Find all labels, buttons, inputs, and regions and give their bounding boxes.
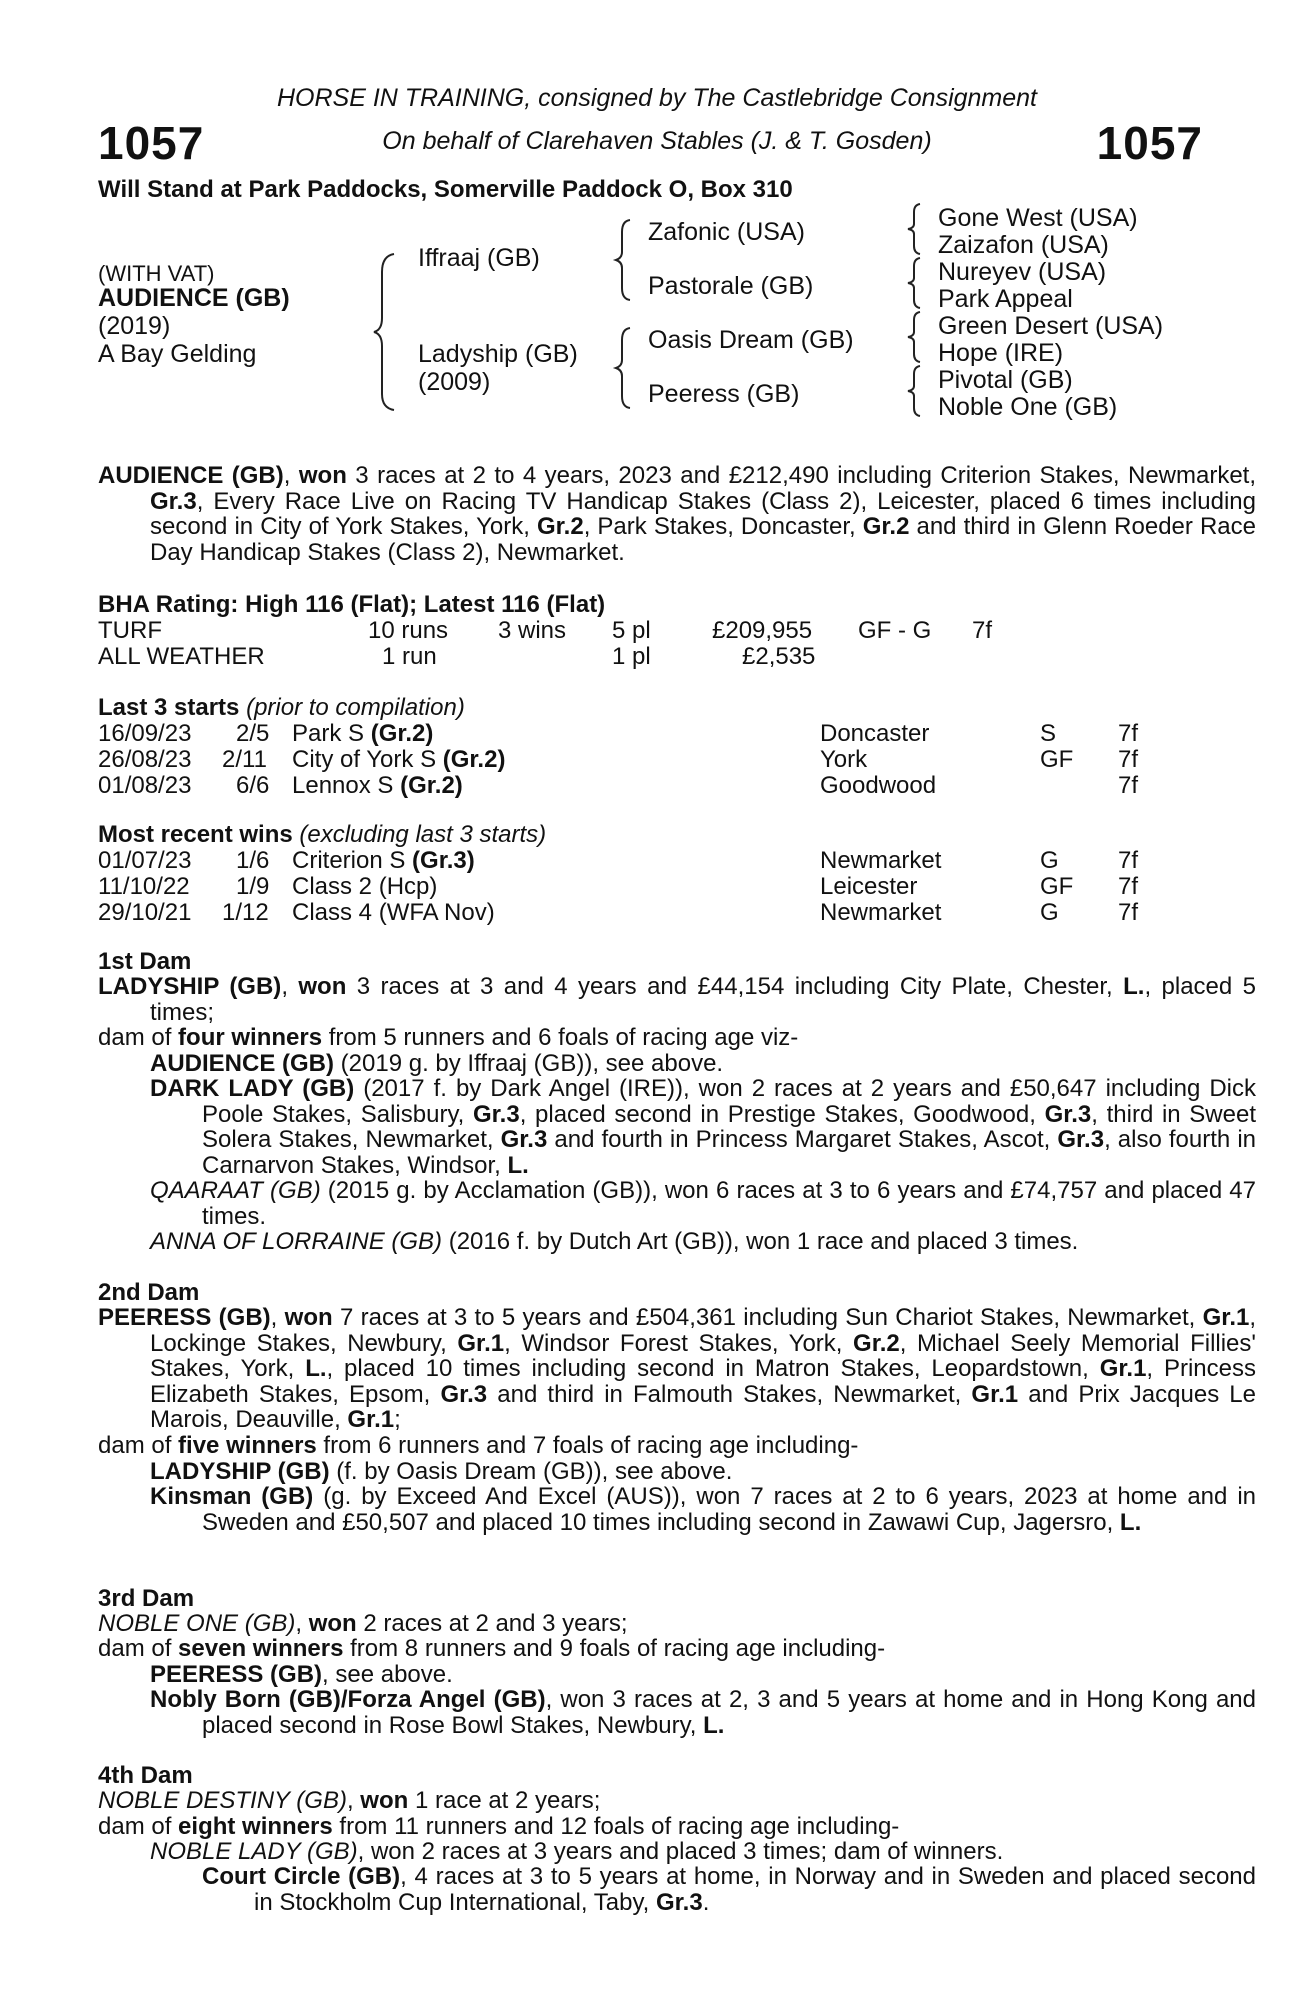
brace-icon <box>904 202 926 256</box>
grandsire-3: Nureyev (USA) <box>938 258 1107 286</box>
start-going: GF <box>1040 746 1074 773</box>
win-going: GF <box>1040 873 1074 900</box>
offspring-entry: Court Circle (GB), 4 races at 3 to 5 years at home, in Norway and in Sweden and placed second in Stockholm Cup International, Taby, Gr.3. <box>202 1863 1256 1916</box>
offspring-entry: NOBLE LADY (GB), won 2 races at 3 years and placed 3 times; dam of winners. <box>150 1838 1004 1865</box>
horse-year: (2019) <box>98 312 171 340</box>
win-race: Class 4 (WFA Nov) <box>292 899 495 926</box>
brace-icon <box>904 256 926 310</box>
rating-wins: 3 wins <box>498 617 567 644</box>
rating-placed: 1 pl <box>612 643 651 670</box>
brace-icon <box>612 326 636 410</box>
third-dam-produce: dam of seven winners from 8 runners and 9 foals of racing age including- <box>98 1635 886 1662</box>
first-dam-produce: dam of four winners from 5 runners and 6 foals of racing age viz- <box>98 1024 799 1051</box>
fourth-dam-title: 4th Dam <box>98 1762 193 1789</box>
offspring-entry: DARK LADY (GB) (2017 f. by Dark Angel (IRE)), won 2 races at 2 years and £50,647 including Dick Poole Stakes, Salisbury, Gr.3, placed second in Prestige Stakes, Goodwood, Gr.3, third in Sweet Solera Stakes, Newmarket, Gr.3 and fourth in Princess Margaret Stakes, Ascot, Gr.3, also fourth in Carnarvon Stakes, Windsor, L. <box>150 1075 1257 1179</box>
offspring-entry: ANNA OF LORRAINE (GB) (2016 f. by Dutch Art (GB)), won 1 race and placed 3 times. <box>150 1228 1079 1255</box>
start-race: Park S (Gr.2) <box>292 720 434 747</box>
rating-runs: 10 runs <box>368 617 449 644</box>
win-distance: 7f <box>1118 899 1139 926</box>
vat-note: (WITH VAT) <box>98 261 215 286</box>
win-position: 1/9 <box>236 873 270 900</box>
start-position: 6/6 <box>236 772 270 799</box>
second-dam-title: 2nd Dam <box>98 1279 200 1306</box>
sire-sire: Zafonic (USA) <box>648 218 805 246</box>
win-position: 1/12 <box>222 899 269 926</box>
dam-dam: Peeress (GB) <box>648 380 800 408</box>
rating-placed: 5 pl <box>612 617 651 644</box>
rating-runs: 1 run <box>382 643 437 670</box>
win-distance: 7f <box>1118 873 1139 900</box>
offspring-entry: LADYSHIP (GB) (f. by Oasis Dream (GB)), see above. <box>150 1458 733 1485</box>
offspring-entry: Nobly Born (GB)/Forza Angel (GB), won 3 races at 2, 3 and 5 years at home and in Hong Kong and placed second in Rose Bowl Stakes, Newbury, L. <box>150 1686 1256 1739</box>
fourth-dam-produce: dam of eight winners from 11 runners and 12 foals of racing age including- <box>98 1813 900 1840</box>
offspring-entry: AUDIENCE (GB) (2019 g. by Iffraaj (GB)), see above. <box>150 1050 724 1077</box>
start-distance: 7f <box>1118 720 1139 747</box>
last-starts-title: Last 3 starts (prior to compilation) <box>98 694 465 721</box>
third-dam-title: 3rd Dam <box>98 1585 195 1612</box>
start-race: City of York S (Gr.2) <box>292 746 506 773</box>
brace-icon <box>904 364 926 418</box>
win-date: 11/10/22 <box>98 873 190 900</box>
rating-surface: TURF <box>98 617 162 644</box>
grandsire-8: Noble One (GB) <box>938 393 1118 421</box>
win-distance: 7f <box>1118 847 1139 874</box>
lot-number-right: 1057 <box>1096 117 1203 169</box>
brace-icon <box>904 310 926 364</box>
brace-icon <box>370 252 400 412</box>
rating-prize: £2,535 <box>742 643 816 670</box>
start-date: 26/08/23 <box>98 746 192 773</box>
win-going: G <box>1040 899 1059 926</box>
sire-dam: Pastorale (GB) <box>648 272 814 300</box>
dam-year: (2009) <box>418 368 491 396</box>
consignor-line: HORSE IN TRAINING, consigned by The Castlebridge Consignment <box>276 84 1038 112</box>
start-date: 16/09/23 <box>98 720 192 747</box>
third-dam-record: NOBLE ONE (GB), won 2 races at 2 and 3 years; <box>98 1610 628 1637</box>
win-going: G <box>1040 847 1059 874</box>
offspring-entry: Kinsman (GB) (g. by Exceed And Excel (AUS)), won 7 races at 2 to 6 years, 2023 at home and in Sweden and £50,507 and placed 10 times including second in Zawawi Cup, Jagersro, L. <box>150 1483 1257 1536</box>
offspring-entry: PEERESS (GB), see above. <box>150 1661 453 1688</box>
sire: Iffraaj (GB) <box>418 244 540 272</box>
start-position: 2/5 <box>236 720 270 747</box>
start-course: York <box>820 746 868 773</box>
start-race: Lennox S (Gr.2) <box>292 772 463 799</box>
grandsire-7: Pivotal (GB) <box>938 366 1073 394</box>
rating-going: GF - G <box>858 617 932 644</box>
race-summary: AUDIENCE (GB), won 3 races at 2 to 4 years, 2023 and £212,490 including Criterion Stakes, Newmarket, Gr.3, Every Race Live on Racing TV Handicap Stakes (Class 2), Leicester, placed 6 times including second in City of York Stakes, York, Gr.2, Park Stakes, Doncaster, Gr.2 and third in Glenn Roeder Race Day Handicap Stakes (Class 2), Newmarket. <box>98 462 1257 566</box>
horse-name: AUDIENCE (GB) <box>98 284 290 312</box>
win-position: 1/6 <box>236 847 270 874</box>
grandsire-5: Green Desert (USA) <box>938 312 1164 340</box>
start-date: 01/08/23 <box>98 772 192 799</box>
on-behalf-line: On behalf of Clarehaven Stables (J. & T. Gosden) <box>382 127 932 155</box>
grandsire-2: Zaizafon (USA) <box>938 231 1109 259</box>
dam-sire: Oasis Dream (GB) <box>648 326 854 354</box>
start-going: S <box>1040 720 1057 747</box>
start-position: 2/11 <box>222 746 267 773</box>
win-course: Newmarket <box>820 899 942 926</box>
first-dam-title: 1st Dam <box>98 948 192 975</box>
brace-icon <box>612 218 636 302</box>
first-dam-record: LADYSHIP (GB), won 3 races at 3 and 4 years and £44,154 including City Plate, Chester, L., placed 5 times; <box>98 973 1256 1026</box>
rating-distance: 7f <box>972 617 993 644</box>
grandsire-6: Hope (IRE) <box>938 339 1064 367</box>
second-dam-record: PEERESS (GB), won 7 races at 3 to 5 years and £504,361 including Sun Chariot Stakes, Newmarket, Gr.1, Lockinge Stakes, Newbury, Gr.1, Windsor Forest Stakes, York, Gr.2, Michael Seely Memorial Fillies' Stakes, York, L., placed 10 times including second in Matron Stakes, Leopardstown, Gr.1, Princess Elizabeth Stakes, Epsom, Gr.3 and third in Falmouth Stakes, Newmarket, Gr.1 and Prix Jacques Le Marois, Deauville, Gr.1; <box>98 1304 1257 1434</box>
dam: Ladyship (GB) <box>418 340 578 368</box>
win-course: Leicester <box>820 873 918 900</box>
win-race: Criterion S (Gr.3) <box>292 847 475 874</box>
start-course: Doncaster <box>820 720 930 747</box>
offspring-entry: QAARAAT (GB) (2015 g. by Acclamation (GB)), won 6 races at 3 to 6 years and £74,757 and placed 47 times. <box>150 1177 1256 1230</box>
grandsire-1: Gone West (USA) <box>938 204 1138 232</box>
bha-rating-title: BHA Rating: High 116 (Flat); Latest 116 (Flat) <box>98 591 606 618</box>
fourth-dam-record: NOBLE DESTINY (GB), won 1 race at 2 years; <box>98 1787 601 1814</box>
win-date: 29/10/21 <box>98 899 192 926</box>
win-race: Class 2 (Hcp) <box>292 873 438 900</box>
win-date: 01/07/23 <box>98 847 192 874</box>
start-course: Goodwood <box>820 772 937 799</box>
stand-location: Will Stand at Park Paddocks, Somerville Paddock O, Box 310 <box>98 176 793 203</box>
rating-surface: ALL WEATHER <box>98 643 265 670</box>
horse-description: A Bay Gelding <box>98 340 257 368</box>
win-course: Newmarket <box>820 847 942 874</box>
lot-number-left: 1057 <box>98 117 205 169</box>
grandsire-4: Park Appeal <box>938 285 1073 313</box>
start-distance: 7f <box>1118 746 1139 773</box>
start-distance: 7f <box>1118 772 1139 799</box>
second-dam-produce: dam of five winners from 6 runners and 7 foals of racing age including- <box>98 1432 859 1459</box>
recent-wins-title: Most recent wins (excluding last 3 starts) <box>98 821 547 848</box>
rating-prize: £209,955 <box>712 617 813 644</box>
